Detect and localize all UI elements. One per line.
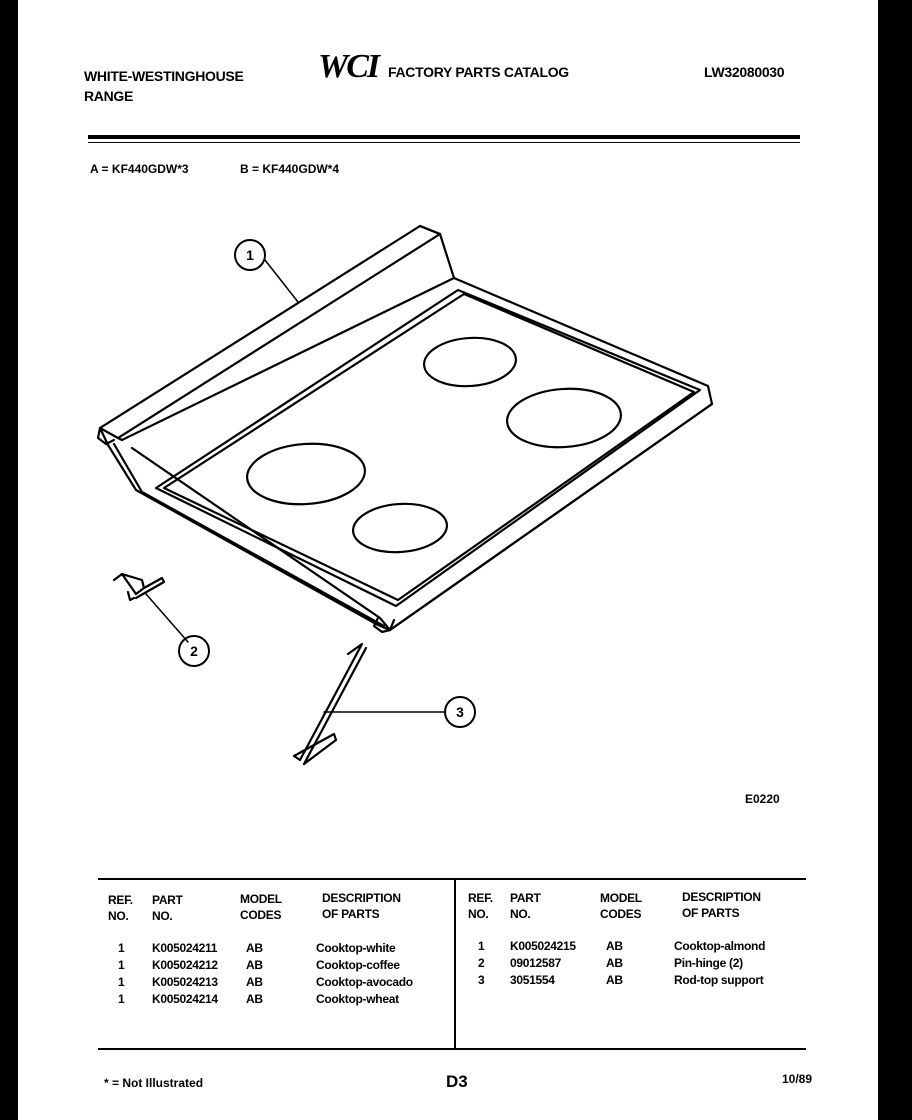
rod-top-support-part xyxy=(294,644,366,764)
catalog-title: FACTORY PARTS CATALOG xyxy=(388,64,569,80)
cooktop-exploded-diagram xyxy=(18,0,878,860)
callout-label-1: 1 xyxy=(246,247,254,263)
catalog-page: WHITE-WESTINGHOUSE RANGE WCI FACTORY PARTS CATALOG LW32080030 A = KF440GDW*3 B = KF440GDW*4 1 2 3 E0220 REF. NO. PART NO. MODEL CODES DESCRIPTION OF PARTS REF. NO. PART NO. MODEL CODES DESCRIPTION OF PARTS 1 K005024211 AB Cooktop-white 1 K005024212 AB Cooktop-coffee 1 K005024213 AB Cooktop-avocado 1 K005024214 AB Cooktop-wheat 1 K005024215 AB Cooktop-almond 2 09012587 AB Pin-hinge (2) 3 3051554 AB Rod-top support * = Not Illustrated D3 10/89 xyxy=(18,0,878,1120)
pin-hinge-part xyxy=(114,574,164,600)
header-ref: REF. NO. xyxy=(108,893,133,923)
header-ref-right: REF. NO. xyxy=(468,891,493,921)
leader-2 xyxy=(146,594,188,642)
header-desc-right: DESCRIPTION OF PARTS xyxy=(682,890,761,920)
leader-1 xyxy=(265,260,298,302)
figure-code: E0220 xyxy=(745,792,780,806)
table-top-rule xyxy=(98,878,806,880)
header-model: MODEL CODES xyxy=(240,892,282,922)
table-bottom-rule xyxy=(98,1048,806,1050)
wci-logo: WCI xyxy=(318,48,379,85)
model-b: B = KF440GDW*4 xyxy=(240,162,340,176)
page-number: D3 xyxy=(446,1072,468,1091)
brand-line-1: WHITE-WESTINGHOUSE xyxy=(84,68,244,84)
catalog-date: 10/89 xyxy=(782,1072,813,1086)
callout-label-3: 3 xyxy=(456,704,464,720)
catalog-number: LW32080030 xyxy=(704,64,785,80)
table-divider xyxy=(454,880,456,1048)
model-a: A = KF440GDW*3 xyxy=(90,162,189,176)
header-desc: DESCRIPTION OF PARTS xyxy=(322,891,401,921)
footnote: * = Not Illustrated xyxy=(104,1076,204,1090)
header-model-right: MODEL CODES xyxy=(600,891,642,921)
header-part-right: PART NO. xyxy=(510,891,541,921)
brand-line-2: RANGE xyxy=(84,88,134,104)
header-part: PART NO. xyxy=(152,893,183,923)
cooktop-part xyxy=(98,226,712,632)
callout-label-2: 2 xyxy=(190,643,198,659)
